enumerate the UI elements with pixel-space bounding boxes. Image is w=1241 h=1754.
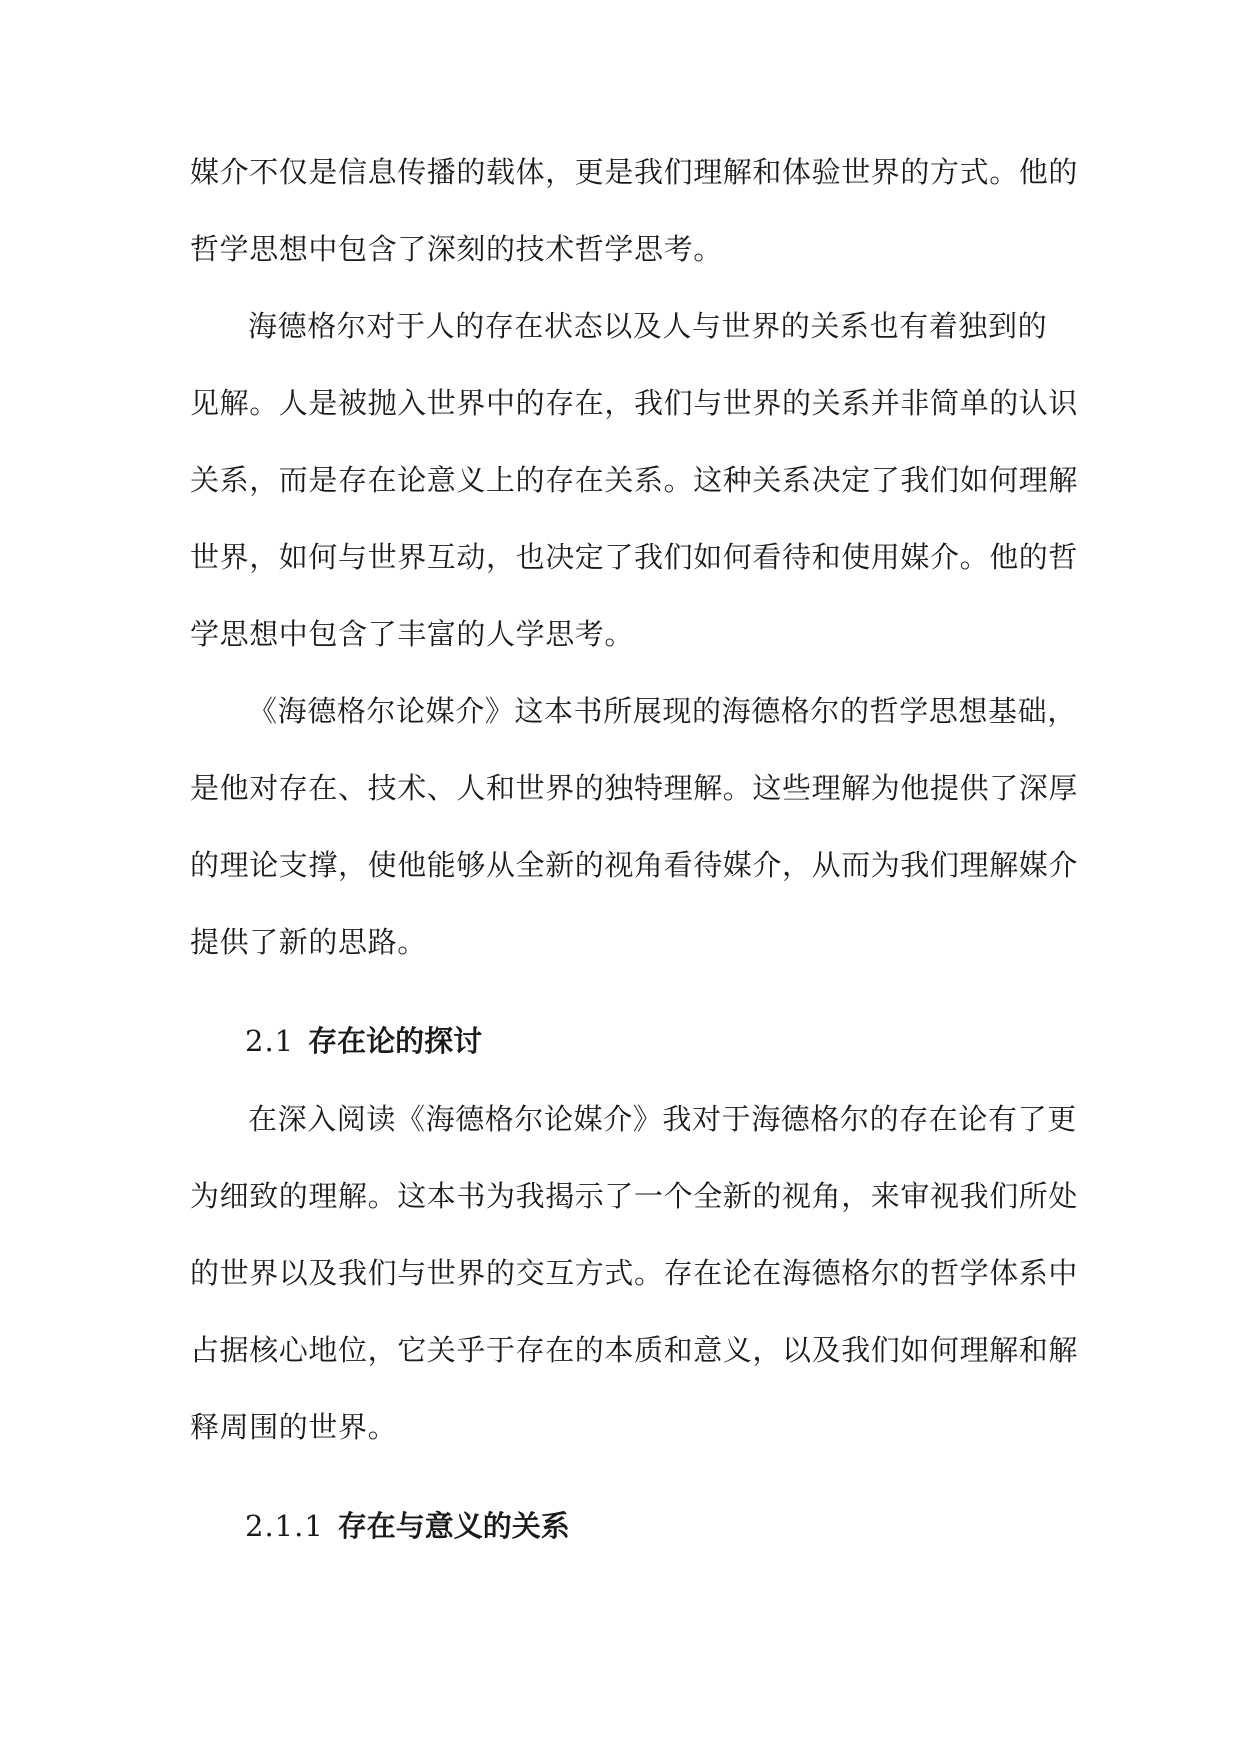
document-page [190,140,1079,1572]
paragraph-1 [190,140,1079,294]
text-line: 为细致的理解。这本书为我揭示了一个全新的视角，来审视我们所处 [190,1179,1079,1213]
text-line: 释周围的世界。 [190,1410,398,1444]
text-line: 哲学思想中包含了深刻的技术哲学思考。 [190,232,723,266]
text-line: 关系，而是存在论意义上的存在关系。这种关系决定了我们如何理解 [190,463,1079,497]
text-line: 媒介不仅是信息传播的载体，更是我们理解和体验世界的方式。他的 [190,155,1079,189]
paragraph-2 [190,294,1079,679]
text-line: 提供了新的思路。 [190,925,427,959]
section-title: 存在与意义的关系 [337,1509,570,1543]
section-heading-2-1-1 [190,1472,1058,1572]
paragraph-4 [190,1087,1079,1472]
text-line: 的世界以及我们与世界的交互方式。存在论在海德格尔的哲学体系中 [190,1256,1079,1290]
section-title: 存在论的探讨 [308,1024,483,1058]
text-line: 世界，如何与世界互动，也决定了我们如何看待和使用媒介。他的哲 [190,540,1079,574]
section-number: 2.1.1 [245,1509,324,1543]
text-line: 海德格尔对于人的存在状态以及人与世界的关系也有着独到的 [248,309,1048,343]
section-number: 2.1 [245,1024,295,1058]
text-line: 见解。人是被抛入世界中的存在，我们与世界的关系并非简单的认识 [190,386,1079,420]
paragraph-3 [190,679,1079,987]
text-line: 《海德格尔论媒介》这本书所展现的海德格尔的哲学思想基础， [248,694,1077,728]
text-line: 占据核心地位，它关乎于存在的本质和意义，以及我们如何理解和解 [190,1333,1079,1367]
text-line: 学思想中包含了丰富的人学思考。 [190,617,635,651]
text-line: 的理论支撑，使他能够从全新的视角看待媒介，从而为我们理解媒介 [190,848,1079,882]
text-line: 在深入阅读《海德格尔论媒介》我对于海德格尔的存在论有了更 [248,1102,1077,1136]
text-line: 是他对存在、技术、人和世界的独特理解。这些理解为他提供了深厚 [190,771,1079,805]
section-heading-2-1 [190,987,1058,1087]
